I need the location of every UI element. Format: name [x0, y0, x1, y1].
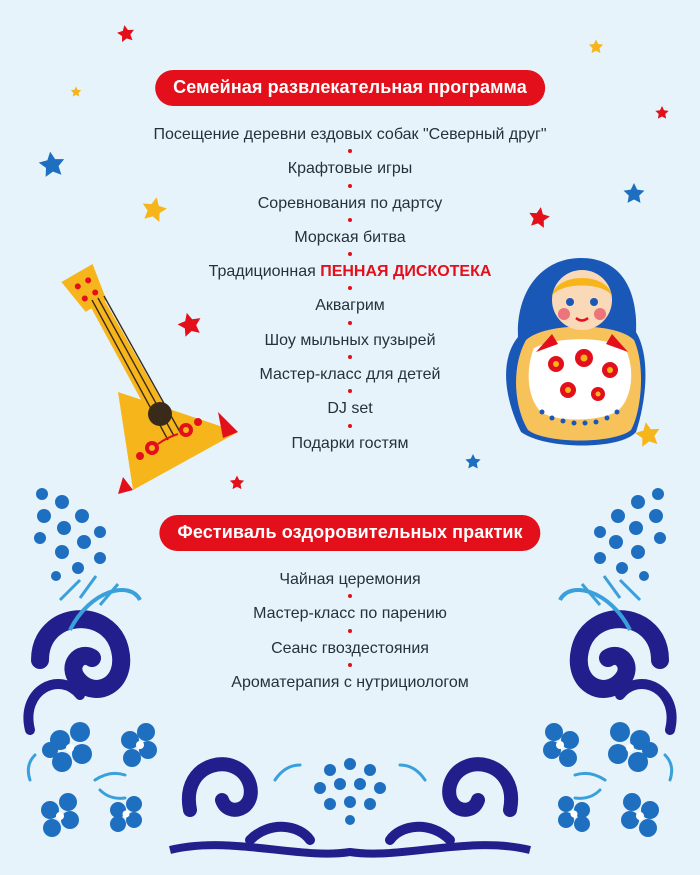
list-item: Крафтовые игры	[0, 152, 700, 186]
star-icon	[116, 24, 136, 43]
list-item-foam-disco	[0, 255, 700, 289]
star-icon	[589, 40, 603, 54]
list-item: Шоу мыльных пузырей	[0, 324, 700, 358]
list-item: DJ set	[0, 392, 700, 426]
star-icon	[71, 87, 81, 97]
list-item: Соревнования по дартсу	[0, 187, 700, 221]
section-title-family-program: Семейная развлекательная программа	[155, 70, 545, 106]
section-title-wellness-festival: Фестиваль оздоровительных практик	[159, 515, 540, 551]
list-item-text: Традиционная	[208, 263, 321, 281]
list-item: Сеанс гвоздестояния	[0, 632, 700, 666]
list-item: Подарки гостям	[0, 427, 700, 461]
list-item: Мастер-класс по парению	[0, 597, 700, 631]
list-item: Чайная церемония	[279, 571, 421, 588]
family-program-list	[0, 118, 700, 461]
list-item: Аквагрим	[0, 289, 700, 323]
list-item: Мастер-класс для детей	[0, 358, 700, 392]
wellness-festival-list	[0, 563, 700, 700]
list-item: Ароматерапия с нутрициологом	[0, 666, 700, 700]
list-item: Морская битва	[0, 221, 700, 255]
highlight-text: ПЕННАЯ ДИСКОТЕКА	[320, 263, 492, 281]
list-item: Посещение деревни ездовых собак "Северный друг"	[153, 126, 547, 143]
star-icon	[655, 106, 668, 119]
